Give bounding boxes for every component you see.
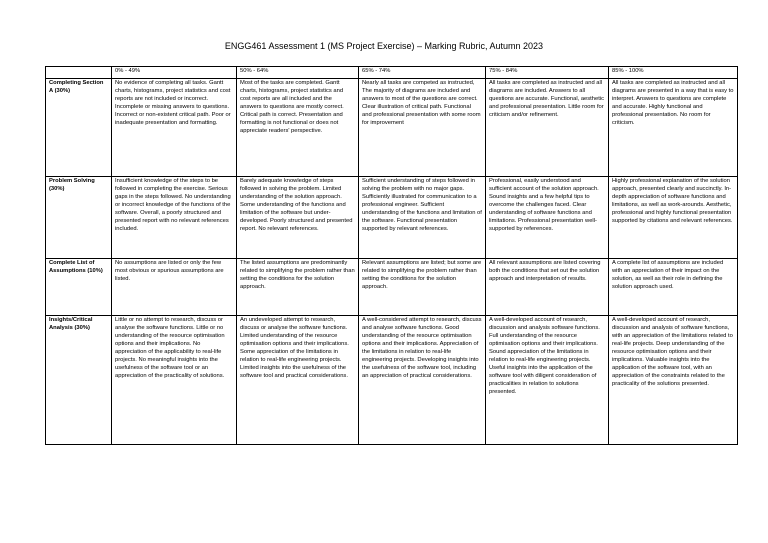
rubric-cell: All relevant assumptions are listed covering both the conditions that set out the solution approach and interpretation of results. [486,259,609,316]
rubric-cell: Little or no attempt to research, discuss or analyse the software functions. Little or no understanding of the resource optimisation options and their implications. No appreciation of the applicability to real-life projects. No meaningful insights into the usefulness of the software tool or an appreciation of the practicality of solutions. [112,316,237,445]
rubric-cell: A complete list of assumptions are included with an appreciation of their impact on the solution, as well as their role in defining the solution approach used. [609,259,738,316]
header-row [46,67,738,79]
rubric-cell: The listed assumptions are predominantly related to simplifying the problem rather than setting the conditions for the solution approach. [237,259,359,316]
rubric-cell: No assumptions are listed or only the few most obvious or spurious assumptions are listed. [112,259,237,316]
rubric-cell: All tasks are completed as instructed and all diagrams are presented in a way that is easy to interpret. Answers to questions are complete and accurate. Highly functional and professional presentation. No room for criticism. [609,79,738,177]
rubric-cell: Nearly all tasks are competed as instructed, The majority of diagrams are included and answers to most of the questions are correct. Clear illustration of critical path. Functional and professional presentation with some room for improvement [359,79,486,177]
criterion-cell: Complete List of Assumptions (10%) [46,259,112,316]
rubric-cell: Sufficient understanding of steps followed in solving the problem with no major gaps. Sufficiently illustrated for communication to a professional engineer. Sufficient understanding of the functions and limitation of the software. Functional presentation supported by relevant references. [359,177,486,259]
rubric-cell: All tasks are completed as instructed and all diagrams are included. Answers to all questions are accurate. Functional, aesthetic and professional presentation. Little room for criticism and/or refinement. [486,79,609,177]
rubric-cell: Insufficient knowledge of the steps to be followed in completing the exercise. Serious gaps in the steps followed. No understanding or incorrect knowledge of the functions of the software. Overall, a poorly structured and presented report with no relevant references included. [112,177,237,259]
marking-rubric-table [45,66,738,445]
rubric-row-assumptions [46,259,738,316]
rubric-cell: A well-considered attempt to research, discuss and analyse software functions. Good understanding of the resource optimisation options and their implications. Appreciation of the limitations in relation to real-life engineering projects. Developing insights into the usefulness of the software tool, including an appreciation of practical considerations. [359,316,486,445]
header-cell-band-3: 65% - 74% [359,67,486,79]
criterion-cell: Completing Section A (30%) [46,79,112,177]
rubric-cell: Relevant assumptions are listed; but some are related to simplifying the problem rather than setting the conditions for the solution approach. [359,259,486,316]
rubric-cell: Highly professional explanation of the solution approach, presented clearly and succinctly. In-depth appreciation of software functions and limitations, as well as work-arounds. Aesthetic, professional and highly functional presentation supported by citations and relevant references. [609,177,738,259]
rubric-cell: Professional, easily understood and sufficient account of the solution approach. Sound insights and a few helpful tips to overcome the challenges faced. Clear understanding of software functions and limitations. Professional presentation well-supported by references. [486,177,609,259]
header-cell-band-5: 85% - 100% [609,67,738,79]
header-cell-blank [46,67,112,79]
criterion-cell: Insights/Critical Analysis (30%) [46,316,112,445]
rubric-cell: Most of the tasks are completed. Gantt charts, histograms, project statistics and cost reports are all included and the answers to questions are mostly correct. Critical path is correct. Presentation and formatting is not functional or does not appreciate readers' perspective. [237,79,359,177]
rubric-cell: An undeveloped attempt to research, discuss or analyse the software functions. Limited understanding of the resource optimisation options and their implications. Some appreciation of the limitations in relation to real-life engineering projects. Limited insights into the usefulness of the software tool and practical considerations. [237,316,359,445]
header-cell-band-4: 75% - 84% [486,67,609,79]
header-cell-band-1: 0% - 49% [112,67,237,79]
header-cell-band-2: 50% - 64% [237,67,359,79]
rubric-row-problem-solving [46,177,738,259]
rubric-cell: Barely adequate knowledge of steps followed in solving the problem. Limited understanding of the solution approach. Some understanding of the functions and limitation of the software but under-developed. Poorly structured and presented report. No relevant references. [237,177,359,259]
rubric-row-insights [46,316,738,445]
page-title: ENGG461 Assessment 1 (MS Project Exercise) – Marking Rubric, Autumn 2023 [224,41,544,51]
rubric-row-completing-section-a [46,79,738,177]
rubric-cell: A well-developed account of research, discussion and analysis software functions. Full understanding of the resource optimisation options and their implications. Sound appreciation of the limitations in relation to real-life engineering projects. Useful insights into the application of the software tool with diligent consideration of practicalities in relation to solutions presented. [486,316,609,445]
rubric-cell: No evidence of completing all tasks. Gantt charts, histograms, project statistics and cost reports are not included or incorrect. Incomplete or missing answers to questions. Incorrect or non-existent critical path. Poor or inadequate presentation and formatting. [112,79,237,177]
rubric-cell: A well-developed account of research, discussion and analysis of software functions, with an appreciation of the limitations related to real-life projects. Deep understanding of the resource optimisation options and their implications. Valuable insights into the application of the software tool, with an appreciation of the constraints related to the practicality of the solutions presented. [609,316,738,445]
criterion-cell: Problem Solving (30%) [46,177,112,259]
